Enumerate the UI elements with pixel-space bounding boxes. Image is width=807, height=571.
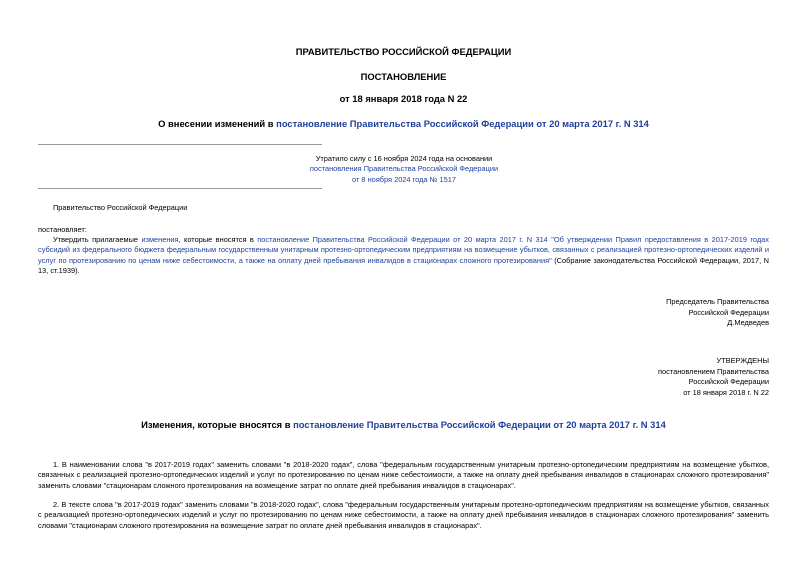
- lost-force-notice: [292, 154, 516, 185]
- approved-block: [500, 356, 769, 398]
- government-heading: ПРАВИТЕЛЬСТВО РОССИЙСКОЙ ФЕДЕРАЦИИ: [295, 46, 512, 57]
- approved-line-2: постановлением Правительства: [658, 366, 769, 376]
- signature-line-2: Российской Федерации: [688, 307, 769, 317]
- signature-name: Д.Медведев: [727, 318, 769, 328]
- changes-item-1: [38, 460, 769, 491]
- changes-item-2: [38, 500, 769, 531]
- issuer-text: Правительство Российской Федерации: [53, 203, 188, 212]
- divider-top: [38, 144, 322, 145]
- lost-force-link-date[interactable]: от 8 ноября 2024 года № 1517: [352, 174, 456, 184]
- changes-item-2-text: 2. В тексте слова "в 2017-2019 годах" заменить словами "в 2018-2020 годах", слова "федеральным государственным унитарным протезно-ортопедическим предприятиям на возмещение убытков, связанных с реализацией протезно-ортопедических изделий и услуг по протезированию по ценам ниже себестоимости, а также на оплату дней пребывания инвалидов в стационарах сложного протезирования" заменить словами "стационарам сложного протезирования на возмещение затрат по оплате дней пребывания инвалидов в стационарах".: [38, 500, 769, 530]
- signature-line-1: Председатель Правительства: [666, 297, 769, 306]
- changes-title-link[interactable]: постановление Правительства Российской Федерации от 20 марта 2017 г. N 314: [293, 419, 666, 430]
- signature-block: [500, 297, 769, 329]
- changes-title-prefix: Изменения, которые вносятся в: [141, 419, 294, 430]
- resolves-text: постановляет:: [38, 225, 87, 234]
- approved-line-3: Российской Федерации: [688, 377, 769, 387]
- paragraph-1-text-b: , которые вносятся в: [178, 235, 258, 244]
- lost-force-link[interactable]: постановления Правительства Российской Федерации: [309, 164, 499, 174]
- document-type-heading: ПОСТАНОВЛЕНИЕ: [360, 71, 447, 82]
- paragraph-1-text-c: (Собрание законодательства Российской Федерации, 2017, N 13, ст.1939).: [38, 255, 769, 276]
- changes-title: [0, 419, 807, 430]
- changes-link[interactable]: изменения: [141, 235, 179, 244]
- title-link-resolution-314[interactable]: постановление Правительства Российской Федерации от 20 марта 2017 г. N 314: [276, 118, 649, 129]
- document-title: [0, 118, 807, 129]
- document-date-number: от 18 января 2018 года N 22: [339, 93, 468, 104]
- approved-line-1: УТВЕРЖДЕНЫ: [716, 356, 769, 365]
- paragraph-1-text-a: Утвердить прилагаемые: [53, 235, 142, 244]
- changes-item-1-text: 1. В наименовании слова "в 2017-2019 годах" заменить словами "в 2018-2020 годах", слова "федеральным государственным унитарным протезно-ортопедическим предприятиям на возмещение убытков, связанных с реализацией протезно-ортопедических изделий и услуг по протезированию по ценам ниже себестоимости, а также на оплату дней пребывания инвалидов в стационарах сложного протезирования" заменить словами "стационарам сложного протезирования на возмещение затрат по оплате дней пребывания инвалидов в стационарах".: [38, 460, 769, 490]
- approved-line-4: от 18 января 2018 г. N 22: [683, 387, 769, 397]
- lost-force-line-1: Утратило силу с 16 ноября 2024 года на основании: [315, 154, 493, 163]
- resolution-314-link[interactable]: постановление Правительства Российской Федерации от 20 марта 2017 г. N 314 "Об утверждении Правил предоставления в 2017-2019 годах субсидий из федерального бюджета федеральным государственным унитарным протезно-ортопедическим предприятиям на возмещение убытков, связанных с реализацией протезно-ортопедических изделий и услуг по протезированию по ценам ниже себестоимости, а также на оплату дней пребывания инвалидов в стационарах сложного протезирования": [38, 235, 769, 265]
- resolution-paragraph: [38, 235, 769, 277]
- title-prefix: О внесении изменений в: [158, 118, 277, 129]
- divider-bottom: [38, 188, 322, 189]
